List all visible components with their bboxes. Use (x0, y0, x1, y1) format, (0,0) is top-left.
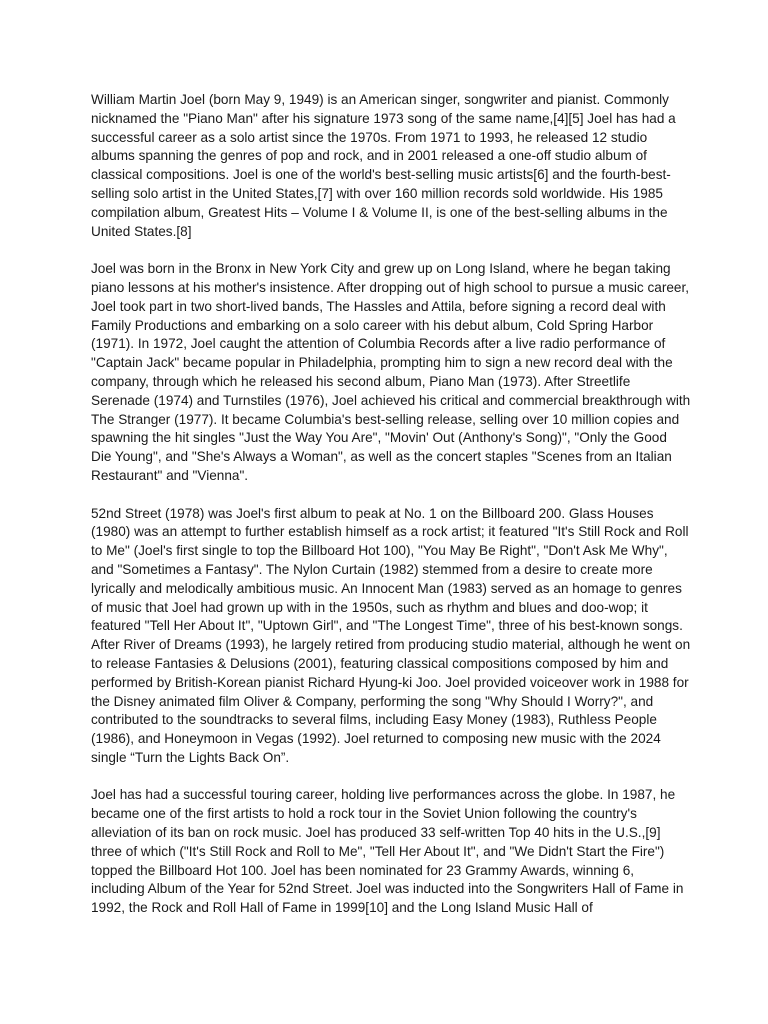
document-page (91, 91, 691, 937)
paragraph-early-life: Joel was born in the Bronx in New York City and grew up on Long Island, where he began taking piano lessons at his mother's insistence. After dropping out of high school to pursue a music career, Joel took part in two short-lived bands, The Hassles and Attila, before signing a record deal with Family Productions and embarking on a solo career with his debut album, Cold Spring Harbor (1971). In 1972, Joel caught the attention of Columbia Records after a live radio performance of "Captain Jack" became popular in Philadelphia, prompting him to sign a new record deal with the company, through which he released his second album, Piano Man (1973). After Streetlife Serenade (1974) and Turnstiles (1976), Joel achieved his critical and commercial breakthrough with The Stranger (1977). It became Columbia's best-selling release, selling over 10 million copies and spawning the hit singles "Just the Way You Are", "Movin' Out (Anthony's Song)", "Only the Good Die Young", and "She's Always a Woman", as well as the concert staples "Scenes from an Italian Restaurant" and "Vienna". (91, 261, 691, 483)
paragraph-intro: William Martin Joel (born May 9, 1949) is an American singer, songwriter and pianist. Commonly nicknamed the "Piano Man" after his signature 1973 song of the same name,[4][5] Joel has had a successful career as a solo artist since the 1970s. From 1971 to 1993, he released 12 studio albums spanning the genres of pop and rock, and in 2001 released a one-off studio album of classical compositions. Joel is one of the world's best-selling music artists[6] and the fourth-best-selling solo artist in the United States,[7] with over 160 million records sold worldwide. His 1985 compilation album, Greatest Hits – Volume I & Volume II, is one of the best-selling albums in the United States.[8] (91, 92, 676, 239)
paragraph-touring: Joel has had a successful touring career, holding live performances across the globe. In 1987, he became one of the first artists to hold a rock tour in the Soviet Union following the country's alleviation of its ban on rock music. Joel has produced 33 self-written Top 40 hits in the U.S.,[9] three of which ("It's Still Rock and Roll to Me", "Tell Her About It", and "We Didn't Start the Fire") topped the Billboard Hot 100. Joel has been nominated for 23 Grammy Awards, winning 6, including Album of the Year for 52nd Street. Joel was inducted into the Songwriters Hall of Fame in 1992, the Rock and Roll Hall of Fame in 1999[10] and the Long Island Music Hall of (91, 787, 684, 916)
paragraph-albums: 52nd Street (1978) was Joel's first album to peak at No. 1 on the Billboard 200. Glass Houses (1980) was an attempt to further establish himself as a rock artist; it featured "It's Still Rock and Roll to Me" (Joel's first single to top the Billboard Hot 100), "You May Be Right", "Don't Ask Me Why", and "Sometimes a Fantasy". The Nylon Curtain (1982) stemmed from a desire to create more lyrically and melodically ambitious music. An Innocent Man (1983) served as an homage to genres of music that Joel had grown up with in the 1950s, such as rhythm and blues and doo-wop; it featured "Tell Her About It", "Uptown Girl", and "The Longest Time", three of his best-known songs. After River of Dreams (1993), he largely retired from producing studio material, although he went on to release Fantasies & Delusions (2001), featuring classical compositions composed by him and performed by British-Korean pianist Richard Hyung-ki Joo. Joel provided voiceover work in 1988 for the Disney animated film Oliver & Company, performing the song "Why Should I Worry?", and contributed to the soundtracks to several films, including Easy Money (1983), Ruthless People (1986), and Honeymoon in Vegas (1992). Joel returned to composing new music with the 2024 single “Turn the Lights Back On”. (91, 505, 691, 765)
